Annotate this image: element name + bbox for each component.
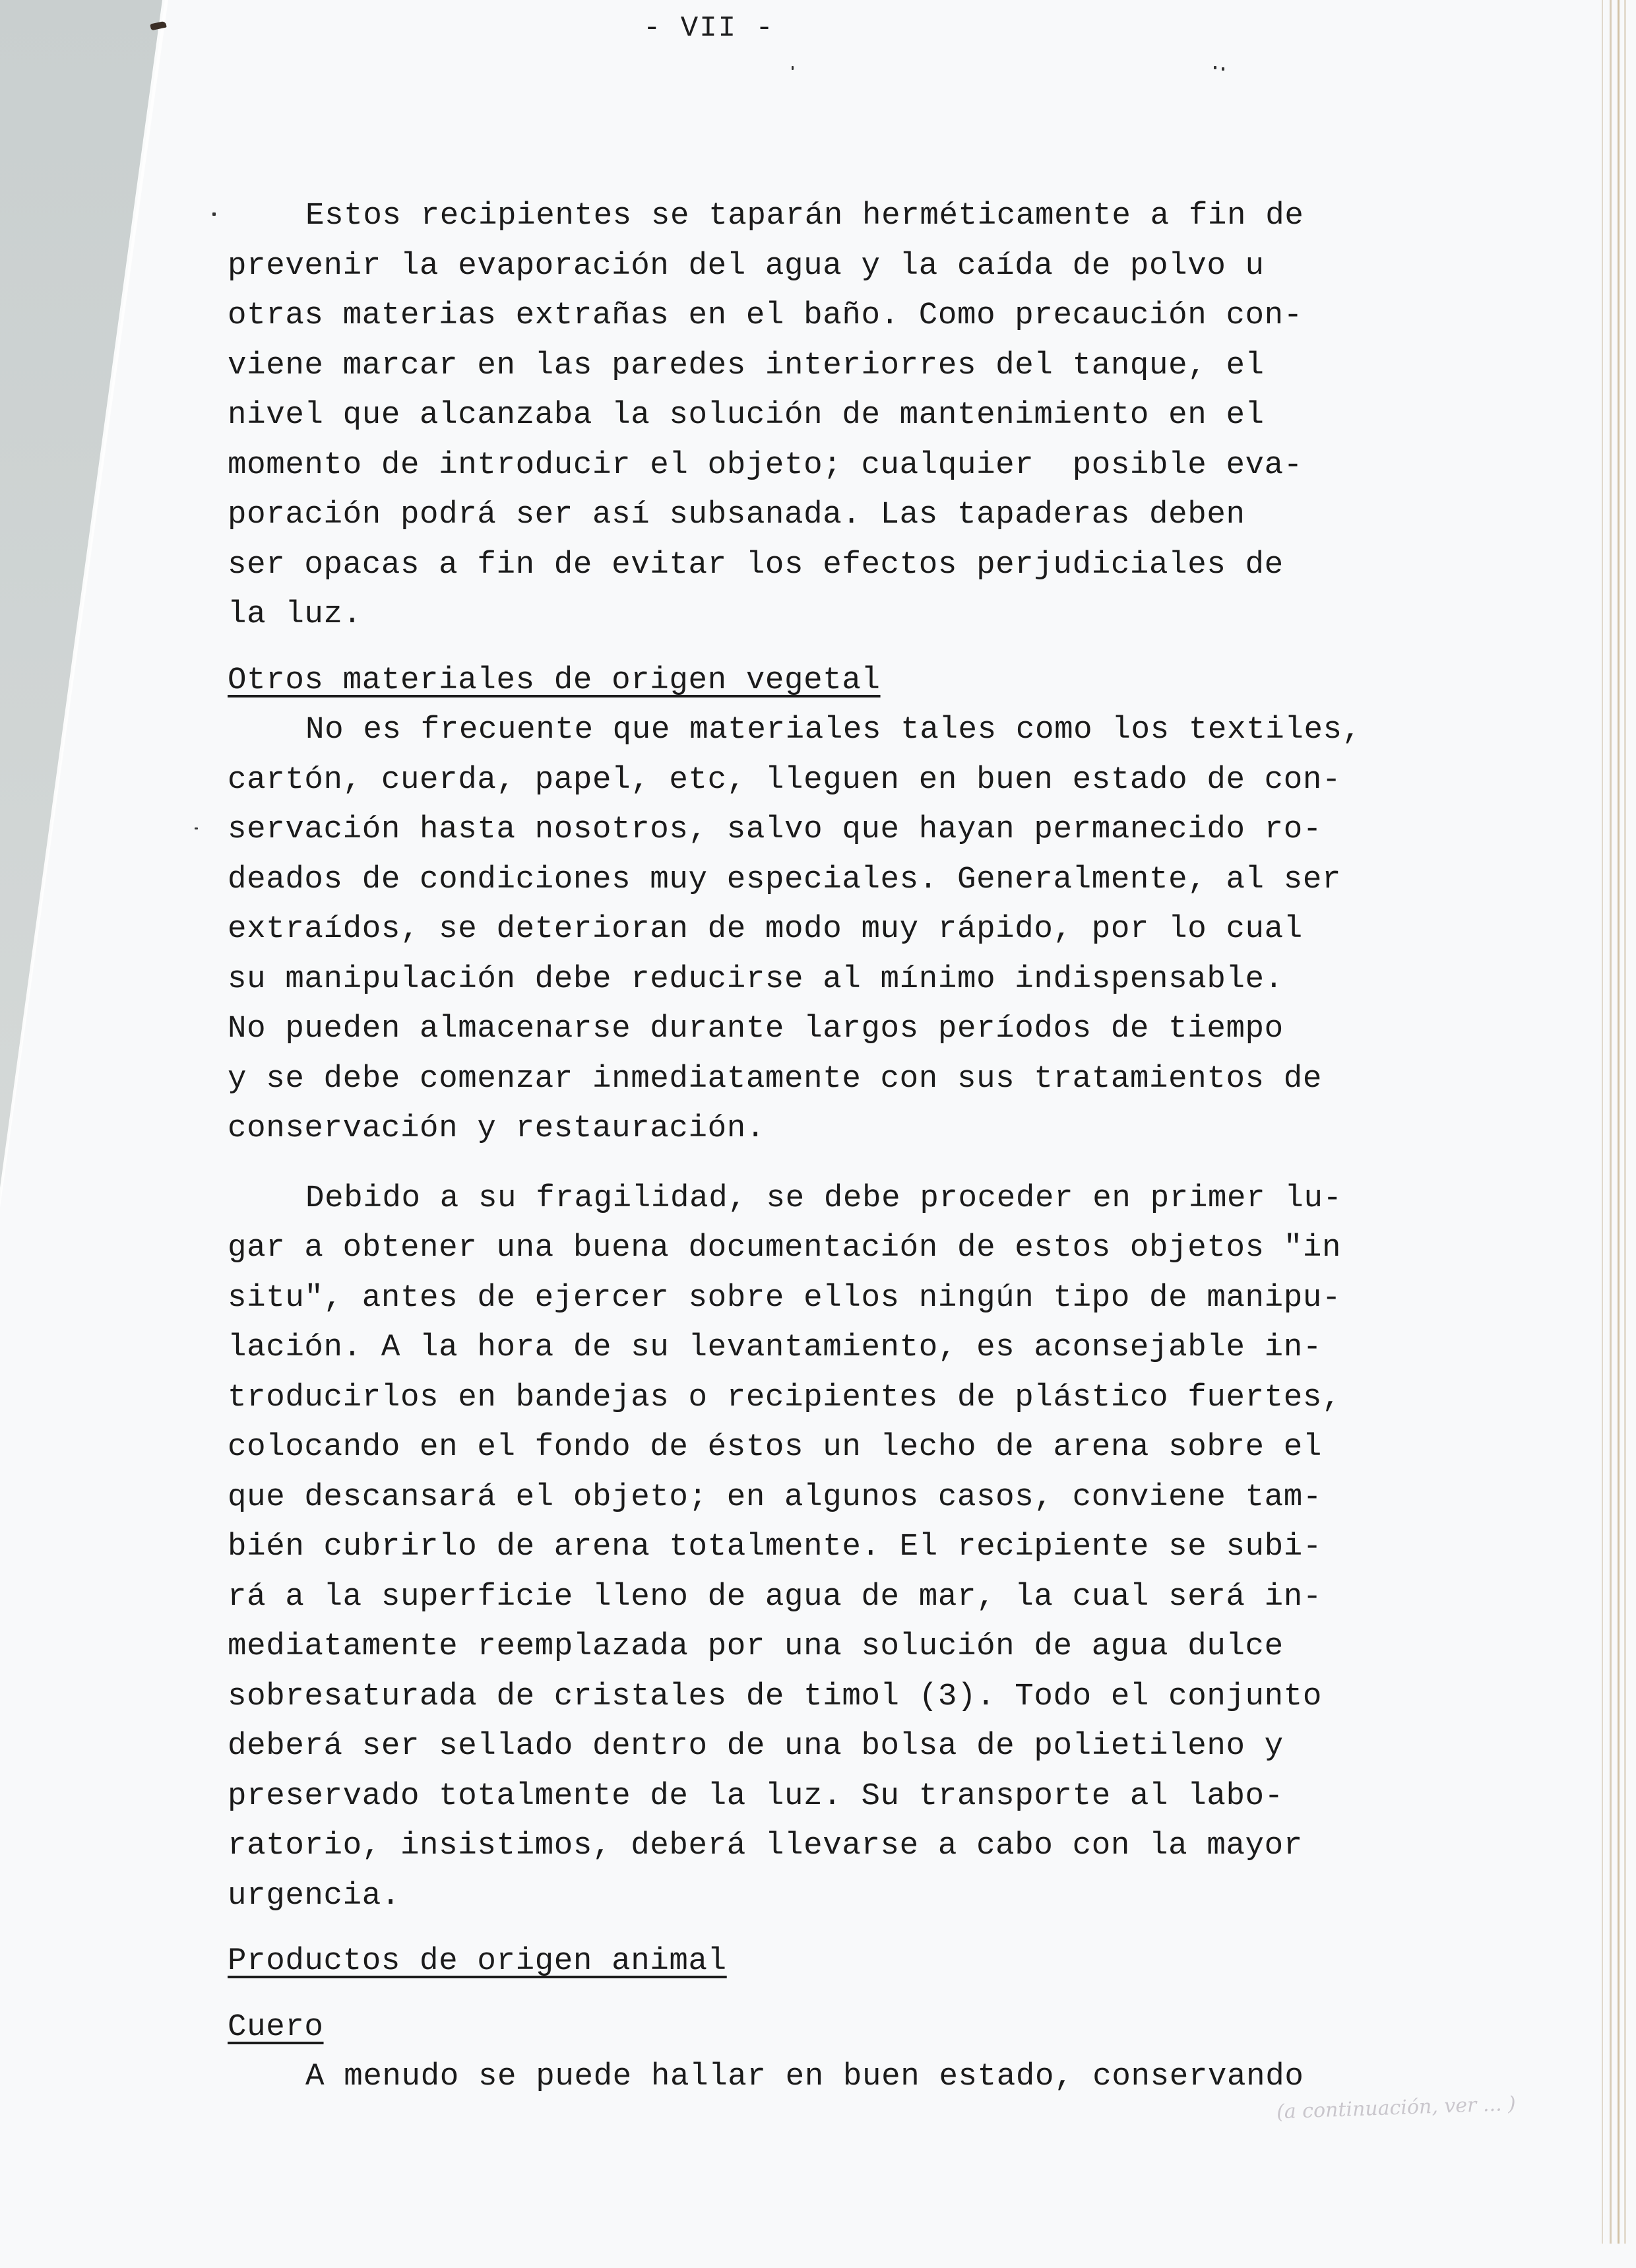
stray-ink-dot [195, 827, 198, 829]
text-line: y se debe comenzar inmediatamente con sus tratamientos de [228, 1060, 1322, 1097]
stray-ink-dot [792, 66, 794, 70]
stacked-sheet-edge [1610, 0, 1612, 2244]
stacked-sheet-edge [1602, 0, 1603, 2244]
stacked-sheet-edge [1618, 0, 1620, 2244]
text-line: bién cubrirlo de arena totalmente. El recipiente se subi- [228, 1529, 1322, 1565]
text-line: momento de introducir el objeto; cualquier posible eva- [228, 447, 1303, 483]
stray-ink-dot [1222, 67, 1224, 71]
text-line: ser opacas a fin de evitar los efectos perjudiciales de [228, 546, 1284, 583]
text-line: que descansará el objeto; en algunos casos, conviene tam- [228, 1479, 1322, 1515]
text-line: deberá ser sellado dentro de una bolsa de polietileno y [228, 1728, 1284, 1764]
page-number: - VII - [643, 12, 774, 45]
text-line: poración podrá ser así subsanada. Las tapaderas deben [228, 497, 1245, 533]
text-line: nivel que alcanzaba la solución de mantenimiento en el [228, 397, 1265, 433]
text-line: viene marcar en las paredes interiorres del tanque, el [228, 347, 1265, 383]
text-line: urgencia. [228, 1877, 400, 1914]
bleed-through-handwriting: (a continuación, ver ... ) [1276, 2092, 1517, 2124]
document-body [228, 191, 1455, 2102]
text-line: colocando en el fondo de éstos un lecho de arena sobre el [228, 1429, 1322, 1465]
text-line: ratorio, insistimos, deberá llevarse a cabo con la mayor [228, 1828, 1303, 1863]
text-line: prevenir la evaporación del agua y la caída de polvo u [228, 247, 1265, 284]
section-heading-line [228, 2003, 1455, 2053]
text-line: mediatamente reemplazada por una solución de agua dulce [228, 1629, 1284, 1664]
text-line: No pueden almacenarse durante largos períodos de tiempo [228, 1011, 1284, 1047]
text-line: lación. A la hora de su levantamiento, es aconsejable in- [228, 1330, 1322, 1365]
text-line: troducirlos en bandejas o recipientes de plástico fuertes, [228, 1379, 1342, 1415]
text-line: servación hasta nosotros, salvo que hayan permanecido ro- [228, 812, 1322, 847]
text-line: Debido a su fragilidad, se debe proceder en primer lu- [305, 1180, 1342, 1216]
text-line: preservado totalmente de la luz. Su transporte al labo- [228, 1778, 1284, 1814]
section-heading-line [228, 1937, 1455, 1987]
text-line: sobresaturada de cristales de timol (3). Todo el conjunto [228, 1678, 1322, 1714]
text-line: conservación y restauración. [228, 1111, 765, 1146]
text-line: rá a la superficie lleno de agua de mar, la cual será in- [228, 1578, 1322, 1615]
text-line: No es frecuente que materiales tales como los textiles, [305, 712, 1362, 748]
paragraph [228, 191, 1455, 640]
text-line: la luz. [228, 597, 362, 632]
text-line: su manipulación debe reducirse al mínimo indispensable. [228, 961, 1284, 997]
text-line: otras materias extrañas en el baño. Como precaución con- [228, 298, 1303, 333]
text-line: cartón, cuerda, papel, etc, lleguen en buen estado de con- [228, 761, 1342, 798]
text-line: extraídos, se deterioran de modo muy rápido, por lo cual [228, 911, 1303, 947]
section-heading: Otros materiales de origen vegetal [228, 662, 881, 698]
paragraph [228, 2052, 1455, 2102]
spacer [228, 1921, 1455, 1937]
stray-ink-dot [1214, 66, 1216, 69]
text-line: situ", antes de ejercer sobre ellos ningún tipo de manipu- [228, 1280, 1342, 1316]
section-heading: Productos de origen animal [228, 1943, 727, 1979]
text-line: Estos recipientes se taparán herméticamente a fin de [305, 198, 1304, 234]
paragraph [228, 705, 1455, 1154]
spacer [228, 640, 1455, 656]
text-line: gar a obtener una buena documentación de estos objetos "in [228, 1230, 1342, 1266]
paragraph [228, 1174, 1455, 1922]
text-line: A menudo se puede hallar en buen estado, conservando [305, 2059, 1304, 2094]
section-heading: Cuero [228, 2009, 324, 2045]
stray-ink-dot [212, 212, 216, 216]
section-heading-line [228, 656, 1455, 706]
spacer [228, 1154, 1455, 1174]
text-line: deados de condiciones muy especiales. Generalmente, al ser [228, 861, 1342, 897]
spacer [228, 1987, 1455, 2003]
stacked-sheet-edge [1624, 0, 1626, 2244]
